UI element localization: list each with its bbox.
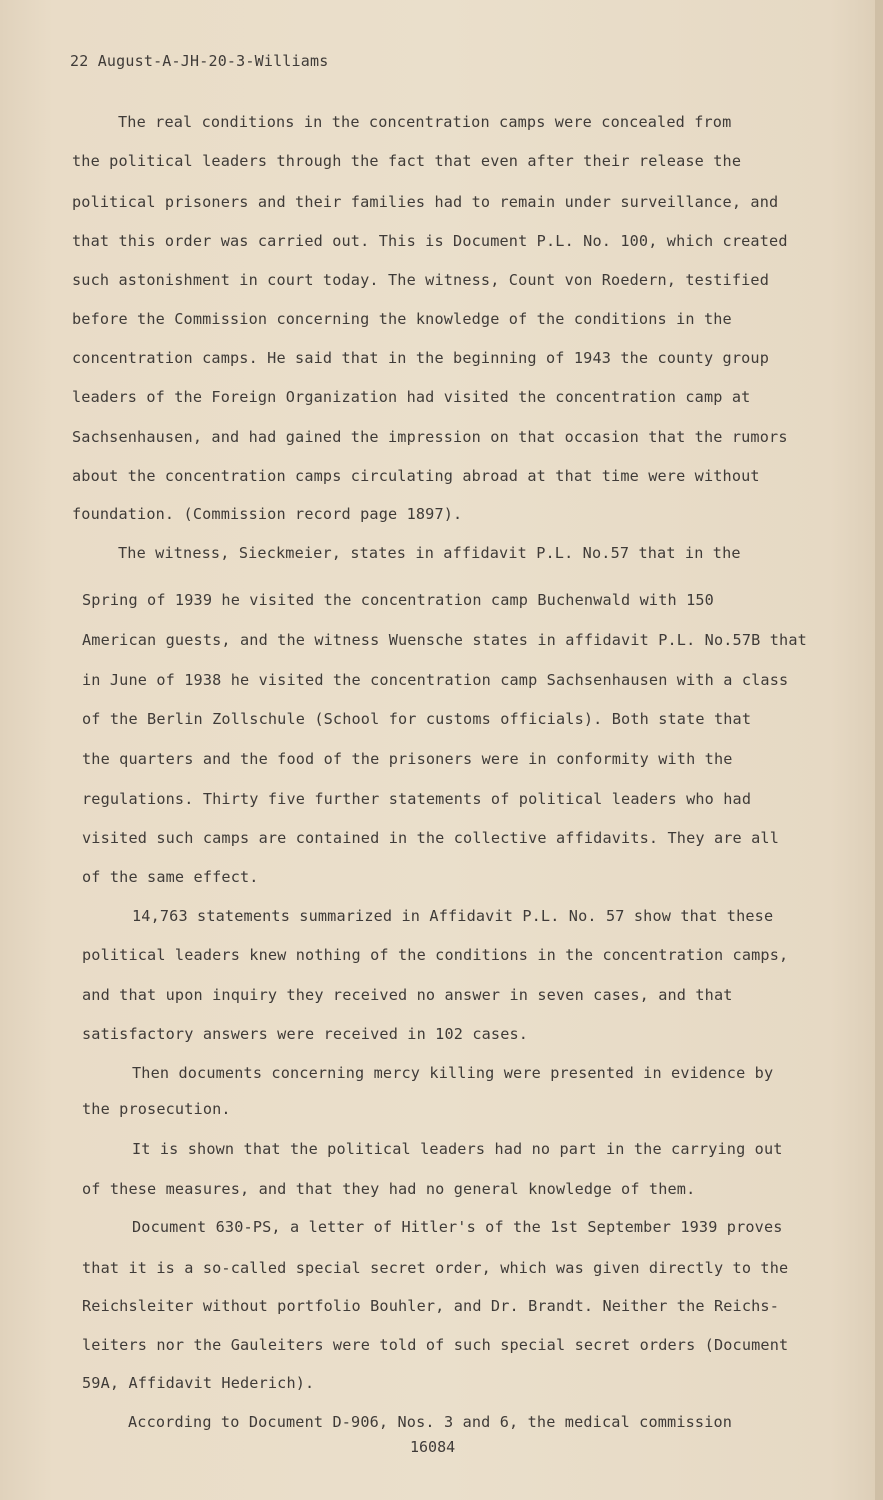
page-number: 16084 <box>410 1438 456 1456</box>
text-line: regulations. Thirty five further statements of political leaders who had <box>82 790 752 808</box>
text-line: about the concentration camps circulating abroad at that time were without <box>72 467 760 485</box>
text-line: The witness, Sieckmeier, states in affidavit P.L. No.57 that in the <box>118 544 741 562</box>
text-line: It is shown that the political leaders had no part in the carrying out <box>132 1140 783 1158</box>
text-line: satisfactory answers were received in 102 cases. <box>82 1025 529 1043</box>
text-line: the prosecution. <box>82 1100 231 1118</box>
text-line: leiters nor the Gauleiters were told of such special secret orders (Document <box>82 1336 789 1354</box>
text-line: concentration camps. He said that in the beginning of 1943 the county group <box>72 349 770 367</box>
text-line: that this order was carried out. This is Document P.L. No. 100, which created <box>72 232 788 250</box>
text-line: leaders of the Foreign Organization had visited the concentration camp at <box>72 388 751 406</box>
text-line: 59A, Affidavit Hederich). <box>82 1374 315 1392</box>
text-line: Reichsleiter without portfolio Bouhler, and Dr. Brandt. Neither the Reichs- <box>82 1297 780 1315</box>
text-line: the political leaders through the fact that even after their release the <box>72 152 742 170</box>
text-line: of these measures, and that they had no general knowledge of them. <box>82 1180 696 1198</box>
text-line: the quarters and the food of the prisoners were in conformity with the <box>82 750 733 768</box>
text-line: foundation. (Commission record page 1897). <box>72 505 463 523</box>
text-line: and that upon inquiry they received no answer in seven cases, and that <box>82 986 733 1004</box>
text-line: According to Document D-906, Nos. 3 and 6, the medical commission <box>128 1413 733 1431</box>
text-line: political prisoners and their families had to remain under surveillance, and <box>72 193 779 211</box>
text-line: such astonishment in court today. The witness, Count von Roedern, testified <box>72 271 770 289</box>
edge-mark <box>876 740 879 750</box>
text-line: before the Commission concerning the knowledge of the conditions in the <box>72 310 732 328</box>
text-line: that it is a so-called special secret order, which was given directly to the <box>82 1259 789 1277</box>
text-line: American guests, and the witness Wuensche states in affidavit P.L. No.57B that <box>82 631 807 649</box>
text-line: Then documents concerning mercy killing were presented in evidence by <box>132 1064 774 1082</box>
text-line: of the Berlin Zollschule (School for customs officials). Both state that <box>82 710 752 728</box>
text-line: visited such camps are contained in the collective affidavits. They are all <box>82 829 780 847</box>
text-line: Spring of 1939 he visited the concentration camp Buchenwald with 150 <box>82 591 714 609</box>
text-line: political leaders knew nothing of the conditions in the concentration camps, <box>82 946 789 964</box>
page-header: 22 August-A-JH-20-3-Williams <box>70 52 329 70</box>
text-line: 14,763 statements summarized in Affidavit P.L. No. 57 show that these <box>132 907 774 925</box>
text-line: Document 630-PS, a letter of Hitler's of the 1st September 1939 proves <box>132 1218 783 1236</box>
text-line: Sachsenhausen, and had gained the impression on that occasion that the rumors <box>72 428 788 446</box>
text-line: in June of 1938 he visited the concentration camp Sachsenhausen with a class <box>82 671 789 689</box>
text-line: The real conditions in the concentration camps were concealed from <box>118 113 732 131</box>
text-line: of the same effect. <box>82 868 259 886</box>
